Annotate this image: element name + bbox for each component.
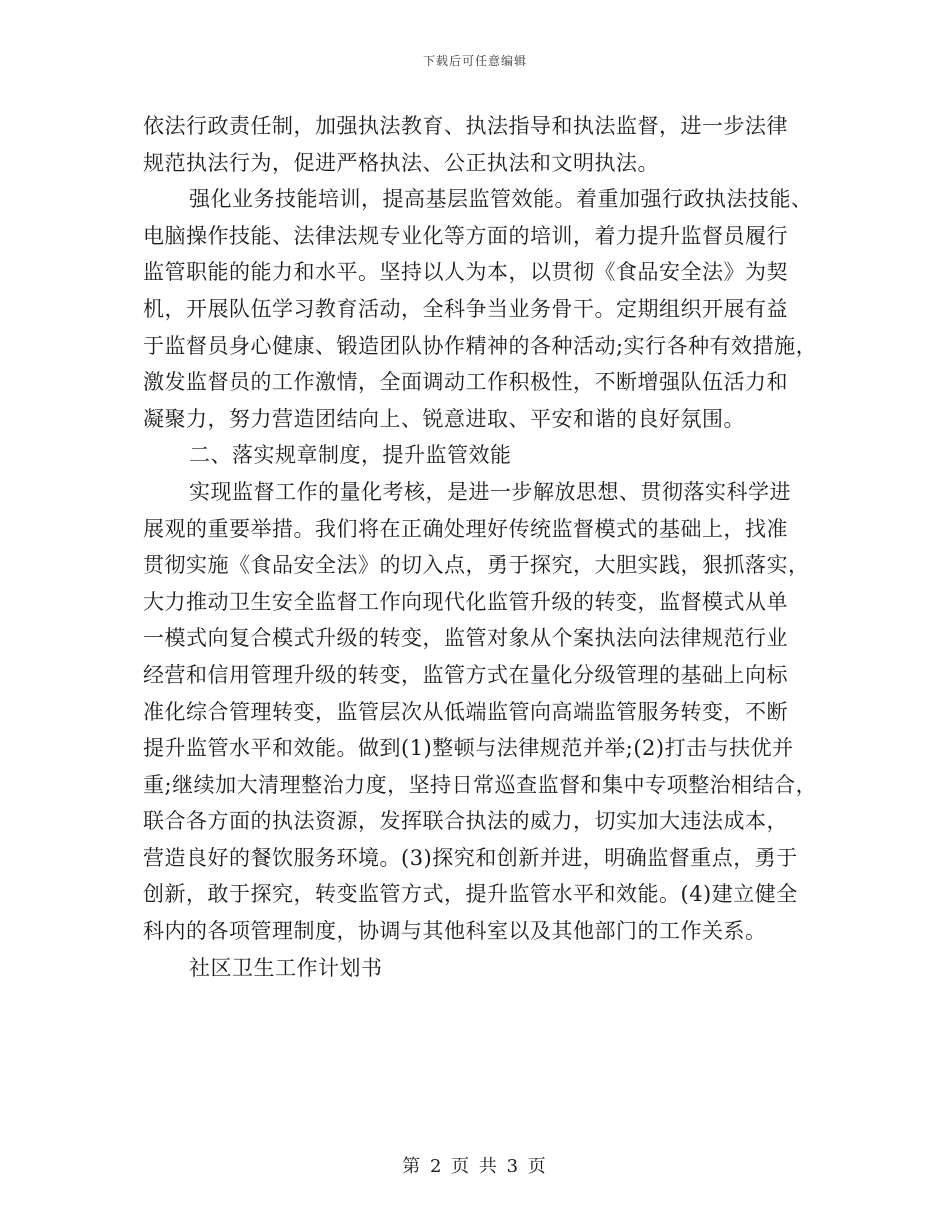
text-line: 机，开展队伍学习教育活动，全科争当业务骨干。定期组织开展有益 (143, 296, 788, 321)
text-line: 大力推动卫生安全监督工作向现代化监管升级的转变，监督模式从单 (143, 589, 788, 614)
text-line: 电脑操作技能、法律法规专业化等方面的培训，着力提升监督员履行 (143, 223, 788, 248)
text-line: 展观的重要举措。我们将在正确处理好传统监督模式的基础上，找准 (143, 516, 788, 541)
page-number: 第 2 页 共 3 页 (402, 1156, 548, 1177)
text-line: 规范执法行为，促进严格执法、公正执法和文明执法。 (143, 150, 659, 175)
section-heading: 二、落实规章制度，提升监管效能 (189, 443, 512, 468)
text-line: 经营和信用管理升级的转变，监管方式在量化分级管理的基础上向标 (143, 662, 788, 687)
text-line: 一模式向复合模式升级的转变，监管对象从个案执法向法律规范行业 (143, 626, 788, 651)
section-title: 社区卫生工作计划书 (189, 955, 383, 980)
text-line: 依法行政责任制，加强执法教育、执法指导和执法监督，进一步法律 (143, 114, 788, 138)
text-line: 激发监督员的工作激情，全面调动工作积极性，不断增强队伍活力和 (143, 370, 788, 395)
text-line: 联合各方面的执法资源，发挥联合执法的威力，切实加大违法成本， (143, 809, 788, 834)
text-line: 提升监管水平和效能。做到(1)整顿与法律规范并举;(2)打击与扶优并 (143, 736, 794, 761)
text-line: 准化综合管理转变，监管层次从低端监管向高端监管服务转变，不断 (143, 699, 788, 724)
document-body (143, 108, 823, 986)
text-line: 创新，敢于探究，转变监管方式，提升监管水平和效能。(4)建立健全 (143, 882, 798, 907)
paragraph-start-line: 实现监督工作的量化考核，是进一步解放思想、贯彻落实科学进 (189, 479, 791, 504)
text-line: 凝聚力，努力营造团结向上、锐意进取、平安和谐的良好氛围。 (143, 406, 745, 431)
text-line: 重;继续加大清理整治力度，坚持日常巡查监督和集中专项整治相结合， (143, 772, 818, 797)
text-line: 贯彻实施《食品安全法》的切入点，勇于探究，大胆实践，狠抓落实， (143, 553, 810, 578)
text-line: 营造良好的餐饮服务环境。(3)探究和创新并进，明确监督重点，勇于 (143, 845, 798, 870)
text-line: 监管职能的能力和水平。坚持以人为本，以贯彻《食品安全法》为契 (143, 260, 788, 285)
header-note: 下载后可任意编辑 (422, 54, 527, 68)
text-line: 科内的各项管理制度，协调与其他科室以及其他部门的工作关系。 (143, 919, 767, 944)
text-line: 于监督员身心健康、锻造团队协作精神的各种活动;实行各种有效措施， (143, 333, 818, 358)
paragraph-start-line: 强化业务技能培训，提高基层监管效能。着重加强行政执法技能、 (189, 187, 813, 212)
